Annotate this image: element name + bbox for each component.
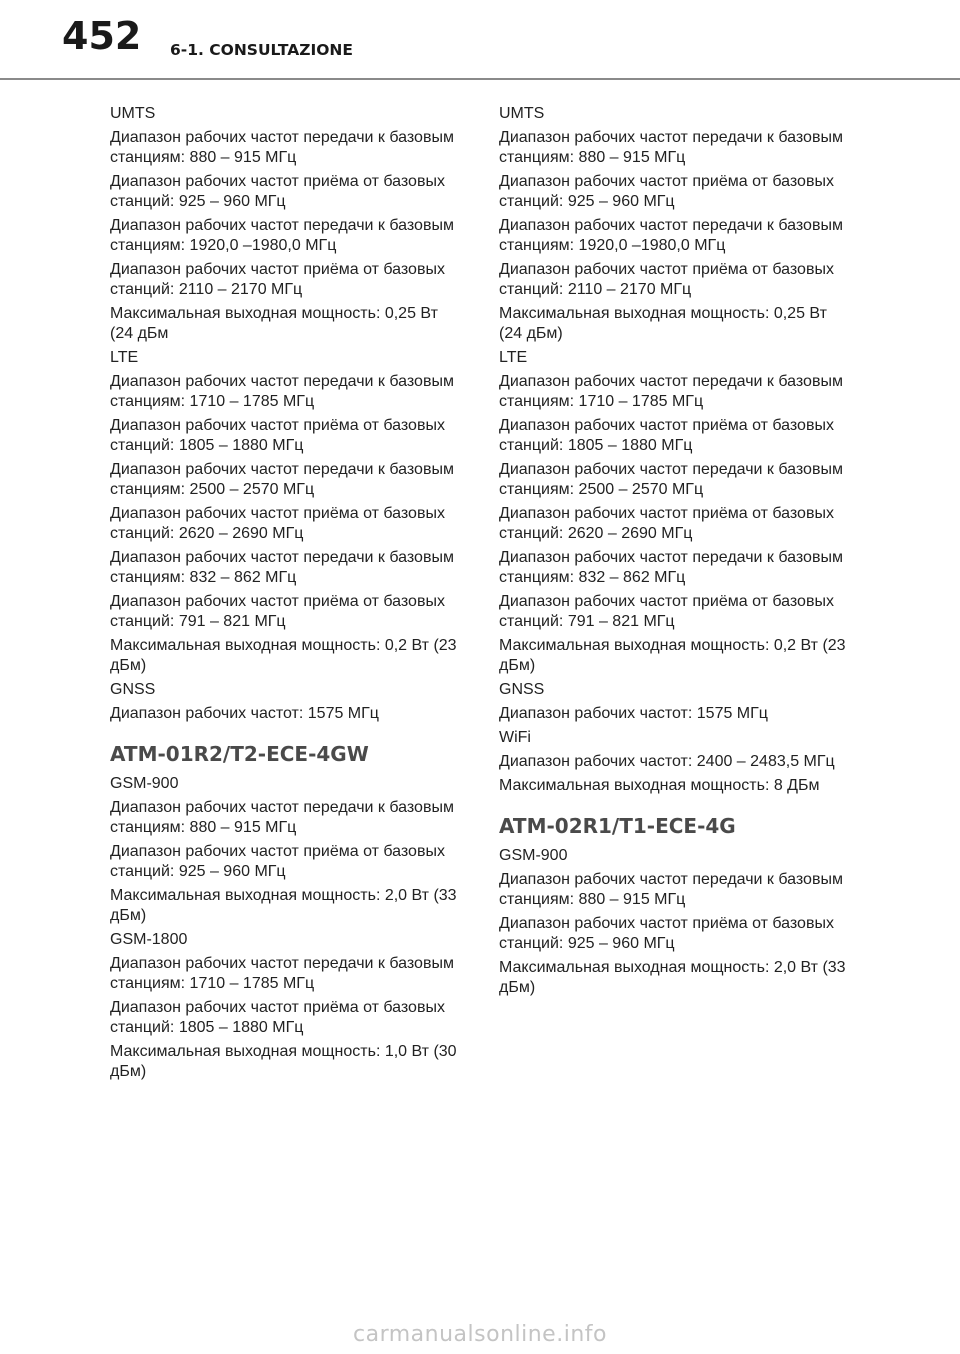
spec-paragraph: LTE <box>110 349 139 366</box>
spec-paragraph: Диапазон рабочих частот передачи к базовым станциям: 2500 – 2570 МГц <box>110 461 454 498</box>
spec-paragraph: Максимальная выходная мощность: 0,2 Вт (23 дБм) <box>110 637 457 674</box>
spec-paragraph: Диапазон рабочих частот приёма от базовых станций: 2110 – 2170 МГц <box>110 261 445 298</box>
spec-paragraph: Максимальная выходная мощность: 1,0 Вт (30 дБм) <box>110 1043 457 1080</box>
spec-paragraph: Диапазон рабочих частот приёма от базовых станций: 1805 – 1880 МГц <box>499 417 834 454</box>
spec-paragraph: Максимальная выходная мощность: 8 ДБм <box>499 777 820 794</box>
spec-paragraph: Диапазон рабочих частот приёма от базовых станций: 791 – 821 МГц <box>499 593 834 630</box>
spec-paragraph: Диапазон рабочих частот приёма от базовых станций: 1805 – 1880 МГц <box>110 417 445 454</box>
right-column <box>499 104 859 1002</box>
model-heading: ATM-02R1/T1-ECE-4G <box>499 814 736 838</box>
spec-paragraph: Диапазон рабочих частот передачи к базовым станциям: 880 – 915 МГц <box>110 129 454 166</box>
spec-paragraph: GSM-1800 <box>110 931 188 948</box>
model-heading: ATM-01R2/T2-ECE-4GW <box>110 742 369 766</box>
spec-paragraph: GNSS <box>499 681 545 698</box>
section-title: 6-1. CONSULTAZIONE <box>170 41 353 59</box>
spec-paragraph: Максимальная выходная мощность: 0,25 Вт (24 дБм <box>110 305 438 342</box>
spec-paragraph: LTE <box>499 349 528 366</box>
spec-paragraph: Диапазон рабочих частот передачи к базовым станциям: 2500 – 2570 МГц <box>499 461 843 498</box>
spec-paragraph: Диапазон рабочих частот приёма от базовых станций: 925 – 960 МГц <box>499 915 834 952</box>
spec-paragraph: Диапазон рабочих частот приёма от базовых станций: 791 – 821 МГц <box>110 593 445 630</box>
spec-paragraph: Диапазон рабочих частот передачи к базовым станциям: 1710 – 1785 МГц <box>110 373 454 410</box>
spec-paragraph: Диапазон рабочих частот передачи к базовым станциям: 880 – 915 МГц <box>499 871 843 908</box>
left-column <box>110 104 470 1086</box>
spec-paragraph: Диапазон рабочих частот: 2400 – 2483,5 МГц <box>499 753 835 770</box>
spec-paragraph: Диапазон рабочих частот передачи к базовым станциям: 880 – 915 МГц <box>110 799 454 836</box>
spec-paragraph: Диапазон рабочих частот приёма от базовых станций: 925 – 960 МГц <box>110 843 445 880</box>
spec-paragraph: Диапазон рабочих частот передачи к базовым станциям: 832 – 862 МГц <box>110 549 454 586</box>
spec-paragraph: GNSS <box>110 681 156 698</box>
spec-paragraph: GSM-900 <box>110 775 179 792</box>
spec-paragraph: Диапазон рабочих частот приёма от базовых станций: 2620 – 2690 МГц <box>110 505 445 542</box>
spec-paragraph: Диапазон рабочих частот передачи к базовым станциям: 880 – 915 МГц <box>499 129 843 166</box>
spec-paragraph: Диапазон рабочих частот передачи к базовым станциям: 1920,0 –1980,0 МГц <box>110 217 454 254</box>
spec-paragraph: Диапазон рабочих частот: 1575 МГц <box>110 705 379 722</box>
spec-paragraph: Диапазон рабочих частот передачи к базовым станциям: 1710 – 1785 МГц <box>110 955 454 992</box>
page-header <box>0 0 960 80</box>
spec-paragraph: Диапазон рабочих частот приёма от базовых станций: 925 – 960 МГц <box>499 173 834 210</box>
spec-paragraph: UMTS <box>499 105 545 122</box>
page-number: 452 <box>62 14 142 58</box>
spec-paragraph: Максимальная выходная мощность: 2,0 Вт (33 дБм) <box>110 887 457 924</box>
spec-paragraph: Максимальная выходная мощность: 0,2 Вт (23 дБм) <box>499 637 846 674</box>
spec-paragraph: Диапазон рабочих частот приёма от базовых станций: 1805 – 1880 МГц <box>110 999 445 1036</box>
spec-paragraph: Диапазон рабочих частот передачи к базовым станциям: 832 – 862 МГц <box>499 549 843 586</box>
spec-paragraph: WiFi <box>499 729 531 746</box>
watermark: carmanualsonline.info <box>353 1322 607 1347</box>
spec-paragraph: GSM-900 <box>499 847 568 864</box>
spec-paragraph: Максимальная выходная мощность: 0,25 Вт (24 дБм) <box>499 305 827 342</box>
spec-paragraph: Диапазон рабочих частот передачи к базовым станциям: 1710 – 1785 МГц <box>499 373 843 410</box>
spec-paragraph: Максимальная выходная мощность: 2,0 Вт (33 дБм) <box>499 959 846 996</box>
spec-paragraph: Диапазон рабочих частот приёма от базовых станций: 2620 – 2690 МГц <box>499 505 834 542</box>
spec-paragraph: Диапазон рабочих частот передачи к базовым станциям: 1920,0 –1980,0 МГц <box>499 217 843 254</box>
spec-paragraph: Диапазон рабочих частот приёма от базовых станций: 2110 – 2170 МГц <box>499 261 834 298</box>
spec-paragraph: Диапазон рабочих частот: 1575 МГц <box>499 705 768 722</box>
spec-paragraph: UMTS <box>110 105 156 122</box>
spec-paragraph: Диапазон рабочих частот приёма от базовых станций: 925 – 960 МГц <box>110 173 445 210</box>
